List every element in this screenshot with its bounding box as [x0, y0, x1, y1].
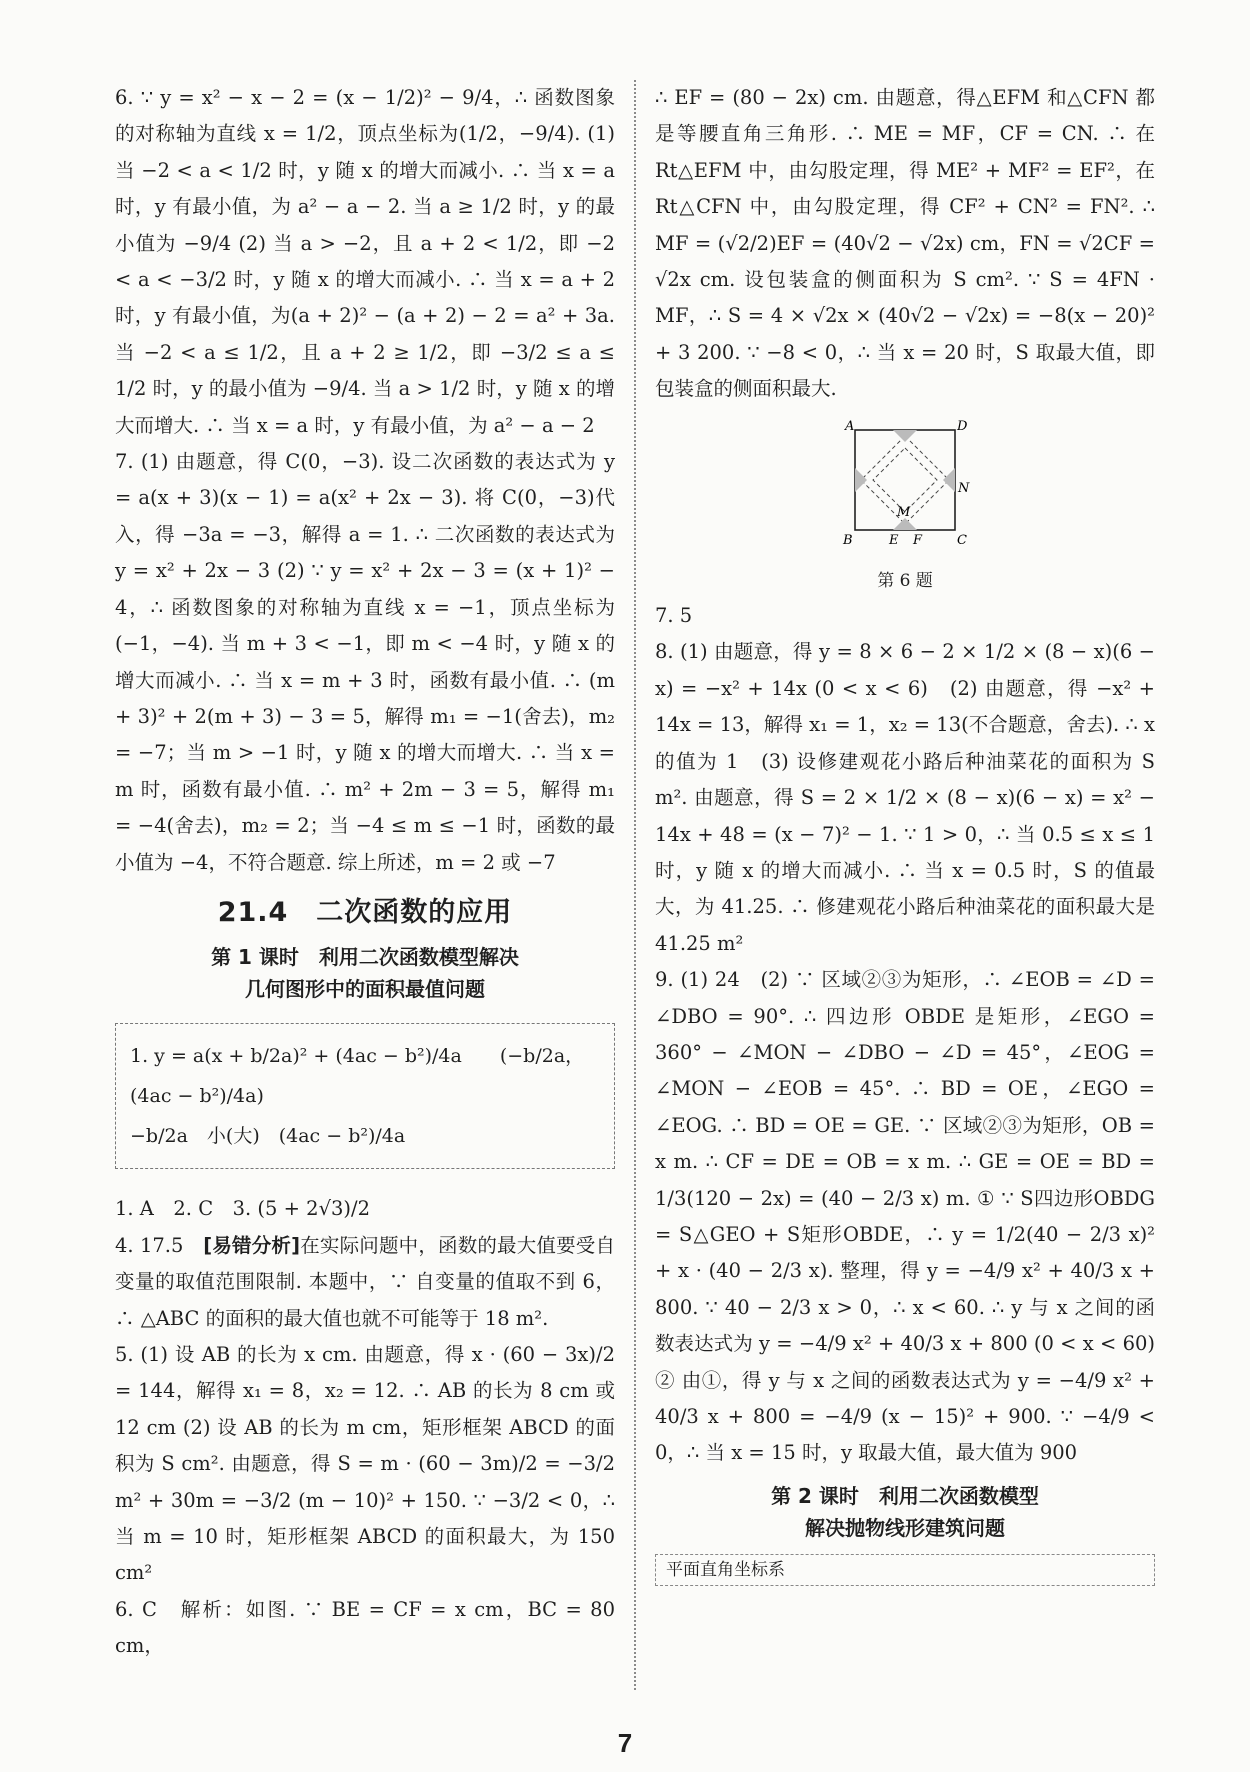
section-title: 21.4 二次函数的应用 [217, 896, 513, 928]
answer-7-left: 7. (1) 由题意，得 C(0，−3). 设二次函数的表达式为 y = a(x + 3)(x − 1) = a(x² + 2x − 3). 将 C(0，−3)代入，得 −3a = −3，解得 a = 1. ∴ 二次函数的表达式为 y = x² + 2x − 3 (2) ∵ y = x² + 2x − 3 = (x + 1)² − 4，∴ 函数图象的对称轴为直线 x = −1，顶点坐标为(−1，−4). 当 m + 3 < −1，即 m < −4 时，y 随 x 的增大而减小. ∴ 当 x = m + 3 时，函数有最小值. ∴ (m + 3)² + 2(m + 3) − 3 = 5，解得 m₁ = −1(舍去)，m₂ = −7；当 m > −1 时，y 随 x 的增大而增大. ∴ 当 x = m 时，函数有最小值. ∴ m² + 2m − 3 = 5，解得 m₁ = −4(舍去)，m₂ = 2；当 −4 ≤ m ≤ −1 时，函数的最小值为 −4，不符合题意. 综上所述，m = 2 或 −7 [115, 450, 615, 874]
formula-line-2: −b/2a 小(大) (4ac − b²)/4a [130, 1125, 406, 1148]
label-b: B [843, 532, 853, 548]
lesson-1-title-line-1: 第 1 课时 利用二次函数模型解决 [211, 945, 519, 970]
answer-4-head: 4. 17.5 [115, 1233, 204, 1257]
corner-shade-left [855, 468, 867, 492]
figure-6 [835, 418, 975, 592]
column-divider [634, 80, 636, 1690]
key-formula-box [115, 1023, 615, 1169]
page-number: 7 [617, 1728, 633, 1758]
label-a: A [845, 418, 855, 434]
answer-4 [115, 1228, 615, 1337]
answer-7-right: 7. 5 [655, 604, 693, 628]
inner-square-dashed-2 [873, 448, 937, 512]
right-column [655, 80, 1175, 1586]
answer-6c: 6. C 解析：如图. ∵ BE = CF = x cm，BC = 80 cm， [115, 1597, 615, 1658]
figure-caption: 第 6 题 [877, 571, 933, 592]
answer-5: 5. (1) 设 AB 的长为 x cm. 由题意，得 x · (60 − 3x)/2 = 144，解得 x₁ = 8，x₂ = 12. ∴ AB 的长为 8 cm 或 12 cm (2) 设 AB 的长为 m cm，矩形框架 ABCD 的面积为 S cm². 由题意，得 S = m · (60 − 3m)/2 = −3/2 m² + 30m = −3/2 (m − 10)² + 150. ∵ −3/2 < 0，∴ 当 m = 10 时，矩形框架 ABCD 的面积最大，为 150 cm² [115, 1342, 615, 1585]
label-e: E [889, 532, 899, 548]
lesson-2-formula-box [655, 1554, 1155, 1586]
formula-line-1: 1. y = a(x + b/2a)² + (4ac − b²)/4a (−b/2a，(4ac − b²)/4a) [130, 1045, 585, 1108]
answer-4-body: 在实际问题中，函数的最大值要受自变量的取值范围限制. 本题中，∵ 自变量的值取不到 6，∴ △ABC 的面积的最大值也就不可能等于 18 m². [115, 1233, 615, 1330]
label-m: M [897, 504, 911, 520]
corner-shade-right [943, 468, 955, 492]
error-analysis-tag: [易错分析] [203, 1233, 301, 1257]
square-diagram [835, 418, 975, 558]
lesson-2-title-line-1: 第 2 课时 利用二次函数模型 [771, 1483, 1039, 1508]
answers-1-3: 1. A 2. C 3. (5 + 2√3)/2 [115, 1197, 370, 1221]
lesson-1-title-line-2: 几何图形中的面积最值问题 [245, 977, 485, 1002]
lesson-2-title-line-2: 解决抛物线形建筑问题 [805, 1515, 1005, 1540]
label-c: C [957, 532, 967, 548]
answer-6-left: 6. ∵ y = x² − x − 2 = (x − 1/2)² − 9/4，∴ 函数图象的对称轴为直线 x = 1/2，顶点坐标为(1/2，−9/4). (1) 当 −2 < a < 1/2 时，y 随 x 的增大而减小. ∴ 当 x = a 时，y 有最小值，为 a² − a − 2. 当 a ≥ 1/2 时，y 的最小值为 −9/4 (2) 当 a > −2，且 a + 2 < 1/2，即 −2 < a < −3/2 时，y 随 x 的增大而减小. ∴ 当 x = a + 2 时，y 有最小值，为(a + 2)² − (a + 2) − 2 = a² + 3a. 当 −2 < a ≤ 1/2，且 a + 2 ≥ 1/2，即 −3/2 ≤ a ≤ 1/2 时，y 的最小值为 −9/4. 当 a > 1/2 时，y 随 x 的增大而增大. ∴ 当 x = a 时，y 有最小值，为 a² − a − 2 [115, 86, 615, 437]
label-d: D [957, 418, 968, 434]
left-column [115, 80, 615, 1665]
answer-8: 8. (1) 由题意，得 y = 8 × 6 − 2 × 1/2 × (8 − x)(6 − x) = −x² + 14x (0 < x < 6) (2) 由题意，得 −x² + 14x = 13，解得 x₁ = 1，x₂ = 13(不合题意，舍去). ∴ x 的值为 1 (3) 设修建观花小路后种油菜花的面积为 S m². 由题意，得 S = 2 × 1/2 × (8 − x)(6 − x) = x² − 14x + 48 = (x − 7)² − 1. ∵ 1 > 0，∴ 当 0.5 ≤ x ≤ 1 时，y 随 x 的增大而减小. ∴ 当 x = 0.5 时，S 的值最大，为 41.25. ∴ 修建观花小路后种油菜花的面积最大是 41.25 m² [655, 640, 1155, 955]
answer-6c-continued: ∴ EF = (80 − 2x) cm. 由题意，得△EFM 和△CFN 都是等腰直角三角形. ∴ ME = MF，CF = CN. ∴ 在 Rt△EFM 中，由勾股定理，得 ME² + MF² = EF²，在 Rt△CFN 中，由勾股定理，得 CF² + CN² = FN². ∴ MF = (√2/2)EF = (40√2 − √2x) cm，FN = √2CF = √2x cm. 设包装盒的侧面积为 S cm². ∵ S = 4FN · MF，∴ S = 4 × √2x × (40√2 − √2x) = −8(x − 20)² + 3 200. ∵ −8 < 0，∴ 当 x = 20 时，S 取最大值，即包装盒的侧面积最大. [655, 86, 1155, 401]
label-n: N [958, 480, 970, 496]
corner-shade-top [893, 430, 917, 442]
answer-9: 9. (1) 24 (2) ∵ 区域②③为矩形，∴ ∠EOB = ∠D = ∠DBO = 90°. ∴ 四边形 OBDE 是矩形，∠EGO = 360° − ∠MON − ∠DBO − ∠D = 45°，∠EOG = ∠MON − ∠EOB = 45°. ∴ BD = OE，∠EGO = ∠EOG. ∴ BD = OE = GE. ∵ 区域②③为矩形，OB = x m. ∴ CF = DE = OB = x m. ∴ GE = OE = BD = 1/3(120 − 2x) = (40 − 2/3 x) m. ① ∵ S四边形OBDG = S△GEO + S矩形OBDE，∴ y = 1/2(40 − 2/3 x)² + x · (40 − 2/3 x). 整理，得 y = −4/9 x² + 40/3 x + 800. ∵ 40 − 2/3 x > 0，∴ x < 60. ∴ y 与 x 之间的函数表达式为 y = −4/9 x² + 40/3 x + 800 (0 < x < 60) ② 由①，得 y 与 x 之间的函数表达式为 y = −4/9 x² + 40/3 x + 800 = −4/9 (x − 15)² + 900. ∵ −4/9 < 0，∴ 当 x = 15 时，y 取最大值，最大值为 900 [655, 968, 1175, 1465]
lesson-2-box-text: 平面直角坐标系 [666, 1559, 785, 1580]
label-f: F [913, 532, 923, 548]
